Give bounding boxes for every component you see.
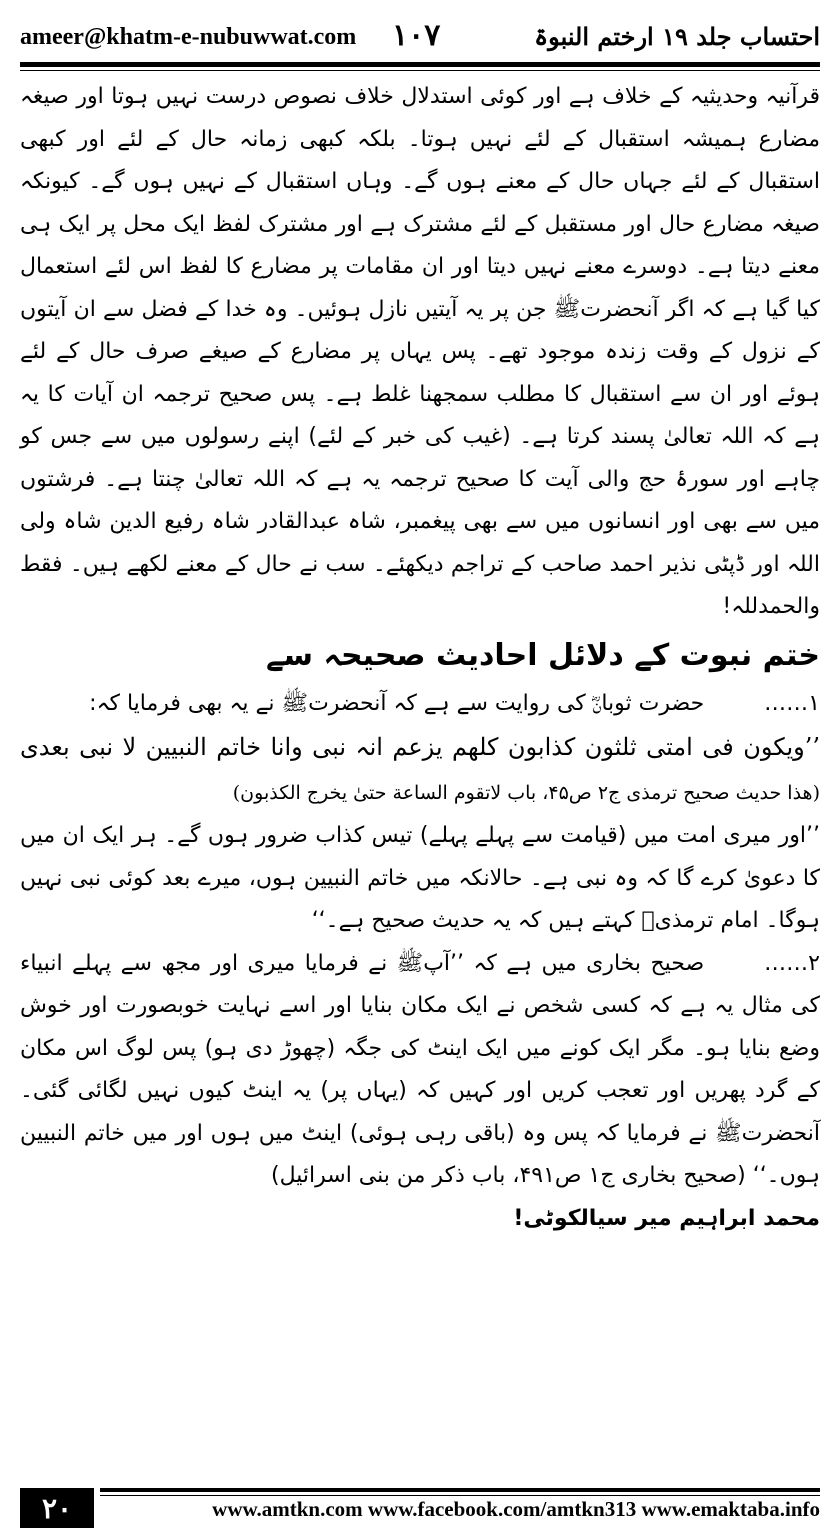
hadith-1-arabic-text: ’’ویکون فی امتی ثلثون کذابون کلھم یزعم انہ نبی وانا خاتم النبیین لا نبی بعدی bbox=[20, 733, 820, 761]
hadith-1-reference: (ھذا حدیث صحیح ترمذی ج۲ ص۴۵، باب لاتقوم الساعة حتیٰ یخرج الکذبون) bbox=[232, 782, 820, 804]
footer-rule-thin bbox=[100, 1495, 820, 1496]
header-page-number: ۱۰۷ bbox=[392, 18, 441, 53]
header-rule-thick bbox=[20, 62, 820, 67]
hadith-2-text: صحیح بخاری میں ہے کہ ’’آپﷺ نے فرمایا میری اور مجھ سے پہلے انبیاء کی مثال یہ ہے کہ کسی شخص نے ایک مکان بنایا اور اسے نہایت خوبصورت اور خوش وضع بنایا ہو۔ مگر ایک کونے میں ایک اینٹ کی جگہ (چھوڑ دی ہو) پس لوگ اس مکان کے گرد پھریں اور تعجب کریں اور کہیں کہ (یہاں پر) یہ اینٹ کیوں نہیں لگائی گئی۔ آنحضرتﷺ نے فرمایا کہ پس وہ (باقی رہی ہوئی) اینٹ میں ہوں اور میں خاتم النبیین ہوں۔‘‘ (صحیح بخاری ج۱ ص۴۹۱، باب ذکر من بنی اسرائیل) bbox=[20, 950, 820, 1188]
body-paragraph: قرآنیہ وحدیثیہ کے خلاف ہے اور کوئی استدلال خلاف نصوص درست نہیں ہوتا اور صیغہ مضارع ہمیشہ استقبال کے لئے نہیں ہوتا۔ بلکہ کبھی زمانہ حال کے لئے اور کبھی استقبال کے لئے جہاں حال کے معنے ہوں گے۔ وہاں استقبال کے نہیں ہوں گے۔ کیونکہ صیغہ مضارع حال اور مستقبل کے لئے مشترک ہے اور مشترک لفظ ایک محل پر ایک ہی معنے دیتا ہے۔ دوسرے معنے نہیں دیتا اور ان مقامات پر مضارع کا لفظ اس لئے استعمال کیا گیا ہے کہ اگر آنحضرتﷺ جن پر یہ آیتیں نازل ہوئیں۔ وہ خدا کے فضل سے ان آیتوں کے نزول کے وقت زندہ موجود تھے۔ پس یہاں پر مضارع کے صیغے صرف حال کے لئے ہوئے اور ان سے استقبال کا مطلب سمجھنا غلط ہے۔ پس صحیح ترجمہ ان آیات کا یہ ہے کہ اللہ تعالیٰ پسند کرتا ہے۔ (غیب کی خبر کے لئے) اپنے رسولوں میں سے جس کو چاہے اور سورۂ حج والی آیت کا صحیح ترجمہ یہ ہے کہ اللہ تعالیٰ چنتا ہے۔ فرشتوں میں سے بھی اور انسانوں میں سے بھی پیغمبر، شاہ عبدالقادر شاہ رفیع الدین شاہ ولی اللہ اور ڈپٹی نذیر احمد صاحب کے تراجم دیکھئے۔ سب نے حال کے معنے لکھے ہیں۔ فقط والحمدللہ! bbox=[20, 84, 820, 619]
hadith-1-intro-text: حضرت ثوبانؓ کی روایت سے ہے کہ آنحضرتﷺ نے یہ بھی فرمایا کہ: bbox=[89, 690, 705, 716]
hadith-2 bbox=[20, 943, 820, 1198]
author-signature: محمد ابراہیم میر سیالکوٹی! bbox=[513, 1205, 820, 1231]
hadith-1-intro bbox=[20, 683, 820, 726]
footer-page-badge: ۲۰ bbox=[20, 1488, 94, 1528]
page-body bbox=[20, 76, 820, 1240]
footer-links: www.amtkn.com www.facebook.com/amtkn313 www.emaktaba.info bbox=[212, 1497, 820, 1521]
page-footer bbox=[20, 1488, 820, 1532]
hadith-1-translation: ’’اور میری امت میں (قیامت سے پہلے پہلے) تیس کذاب ضرور ہوں گے۔ ہر ایک ان میں کا دعویٰ کرے گا کہ وہ نبی ہے۔ حالانکہ میں خاتم النبیین ہوں، میرے بعد کوئی نبی نہیں ہوگا۔ امام ترمذیؒ کہتے ہیں کہ یہ حدیث صحیح ہے۔‘‘ bbox=[20, 823, 820, 933]
header-rule-thin bbox=[20, 70, 820, 71]
section-heading: ختم نبوت کے دلائل احادیث صحیحہ سے bbox=[265, 637, 820, 673]
header-book-title: احتساب جلد ۱۹ ارختم النبوۃ bbox=[534, 22, 820, 51]
footer-rule-thick bbox=[100, 1488, 820, 1492]
header-email: ameer@khatm-e-nubuwwat.com bbox=[20, 24, 357, 50]
hadith-1-arabic bbox=[20, 725, 820, 815]
hadith-2-number: ۲…… bbox=[764, 950, 820, 976]
page-header bbox=[20, 14, 820, 64]
hadith-1-number: ۱…… bbox=[764, 690, 820, 716]
